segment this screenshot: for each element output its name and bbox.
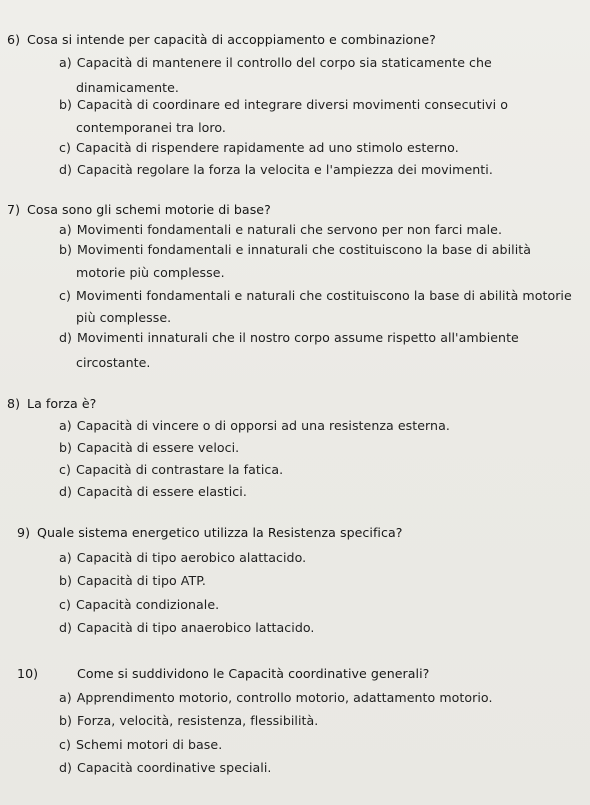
option-text: Capacità di essere elastici.: [77, 484, 247, 499]
q9-option-a: [59, 550, 306, 566]
option-label: a): [59, 222, 72, 237]
question-text: Cosa si intende per capacità di accoppiamento e combinazione?: [27, 32, 436, 47]
question-6: [7, 32, 436, 48]
option-label: d): [59, 760, 73, 775]
q6-option-c: [59, 140, 459, 156]
option-label: b): [59, 713, 73, 728]
q7-option-b: [59, 242, 531, 258]
option-label: a): [59, 418, 72, 433]
q7-option-d-continued: [76, 355, 150, 371]
option-label: b): [59, 573, 73, 588]
q6-option-b: [59, 97, 508, 113]
question-number: 10): [17, 666, 39, 681]
q9-option-b: [59, 573, 206, 589]
option-text: Capacità di tipo aerobico alattacido.: [76, 550, 307, 565]
q10-option-d: [59, 760, 271, 776]
option-text: Capacità di rispendere rapidamente ad uno stimolo esterno.: [75, 140, 459, 155]
q7-option-b-continued: [76, 265, 225, 281]
option-text: Capacità di essere veloci.: [77, 440, 240, 455]
option-text: contemporanei tra loro.: [76, 120, 226, 135]
option-label: c): [59, 737, 71, 752]
question-8: [7, 396, 96, 412]
q7-option-a: [59, 222, 502, 238]
option-label: a): [59, 550, 72, 565]
option-text: Capacità coordinative speciali.: [77, 760, 272, 775]
q9-option-d: [59, 620, 314, 636]
option-text: Capacità regolare la forza la velocita e l'ampiezza dei movimenti.: [77, 162, 493, 177]
q7-option-c: [59, 288, 572, 304]
q6-option-a: [59, 55, 492, 71]
option-label: d): [59, 484, 73, 499]
q8-option-b: [59, 440, 239, 456]
option-text: dinamicamente.: [76, 80, 179, 95]
q7-option-d: [59, 330, 519, 346]
question-7: [7, 202, 271, 218]
question-number: 7): [7, 202, 21, 217]
option-label: a): [59, 690, 72, 705]
question-9: [17, 525, 402, 541]
q8-option-a: [59, 418, 450, 434]
option-label: d): [59, 162, 73, 177]
option-label: c): [59, 462, 71, 477]
option-text: Movimenti fondamentali e naturali che servono per non farci male.: [76, 222, 502, 237]
question-10: [17, 666, 429, 682]
option-text: motorie più complesse.: [76, 265, 225, 280]
question-text: Quale sistema energetico utilizza la Resistenza specifica?: [37, 525, 403, 540]
option-label: b): [59, 242, 73, 257]
question-number: 9): [17, 525, 31, 540]
q9-option-c: [59, 597, 219, 613]
option-text: Movimenti fondamentali e innaturali che costituiscono la base di abilità: [77, 242, 531, 257]
option-text: Capacità di tipo ATP.: [77, 573, 206, 588]
q6-option-b-continued: [76, 120, 226, 136]
q6-option-d: [59, 162, 493, 178]
option-text: Capacità di tipo anaerobico lattacido.: [77, 620, 315, 635]
option-label: d): [59, 620, 73, 635]
q10-option-b: [59, 713, 318, 729]
option-label: c): [59, 597, 71, 612]
option-text: Movimenti innaturali che il nostro corpo assume rispetto all'ambiente: [77, 330, 519, 345]
option-text: Capacità di vincere o di opporsi ad una resistenza esterna.: [76, 418, 450, 433]
option-text: Capacità di coordinare ed integrare diversi movimenti consecutivi o: [77, 97, 508, 112]
option-label: c): [59, 140, 71, 155]
option-label: c): [59, 288, 71, 303]
option-text: Schemi motori di base.: [75, 737, 223, 752]
option-text: Capacità di mantenere il controllo del corpo sia staticamente che: [76, 55, 492, 70]
question-text: Come si suddividono le Capacità coordinative generali?: [77, 666, 430, 681]
option-text: circostante.: [76, 355, 151, 370]
option-label: d): [59, 330, 73, 345]
q7-option-c-continued: [76, 310, 171, 326]
option-text: Apprendimento motorio, controllo motorio, adattamento motorio.: [76, 690, 493, 705]
q8-option-c: [59, 462, 283, 478]
option-label: b): [59, 440, 73, 455]
option-text: Capacità condizionale.: [75, 597, 220, 612]
q10-option-c: [59, 737, 222, 753]
q8-option-d: [59, 484, 247, 500]
question-text: Cosa sono gli schemi motorie di base?: [27, 202, 271, 217]
option-label: b): [59, 97, 73, 112]
question-number: 6): [7, 32, 21, 47]
option-text: più complesse.: [76, 310, 172, 325]
option-label: a): [59, 55, 72, 70]
option-text: Forza, velocità, resistenza, flessibilità.: [77, 713, 319, 728]
option-text: Movimenti fondamentali e naturali che costituiscono la base di abilità motorie: [75, 288, 572, 303]
q10-option-a: [59, 690, 493, 706]
option-text: Capacità di contrastare la fatica.: [75, 462, 284, 477]
q6-option-a-continued: [76, 80, 179, 96]
question-text: La forza è?: [27, 396, 97, 411]
question-number: 8): [7, 396, 21, 411]
